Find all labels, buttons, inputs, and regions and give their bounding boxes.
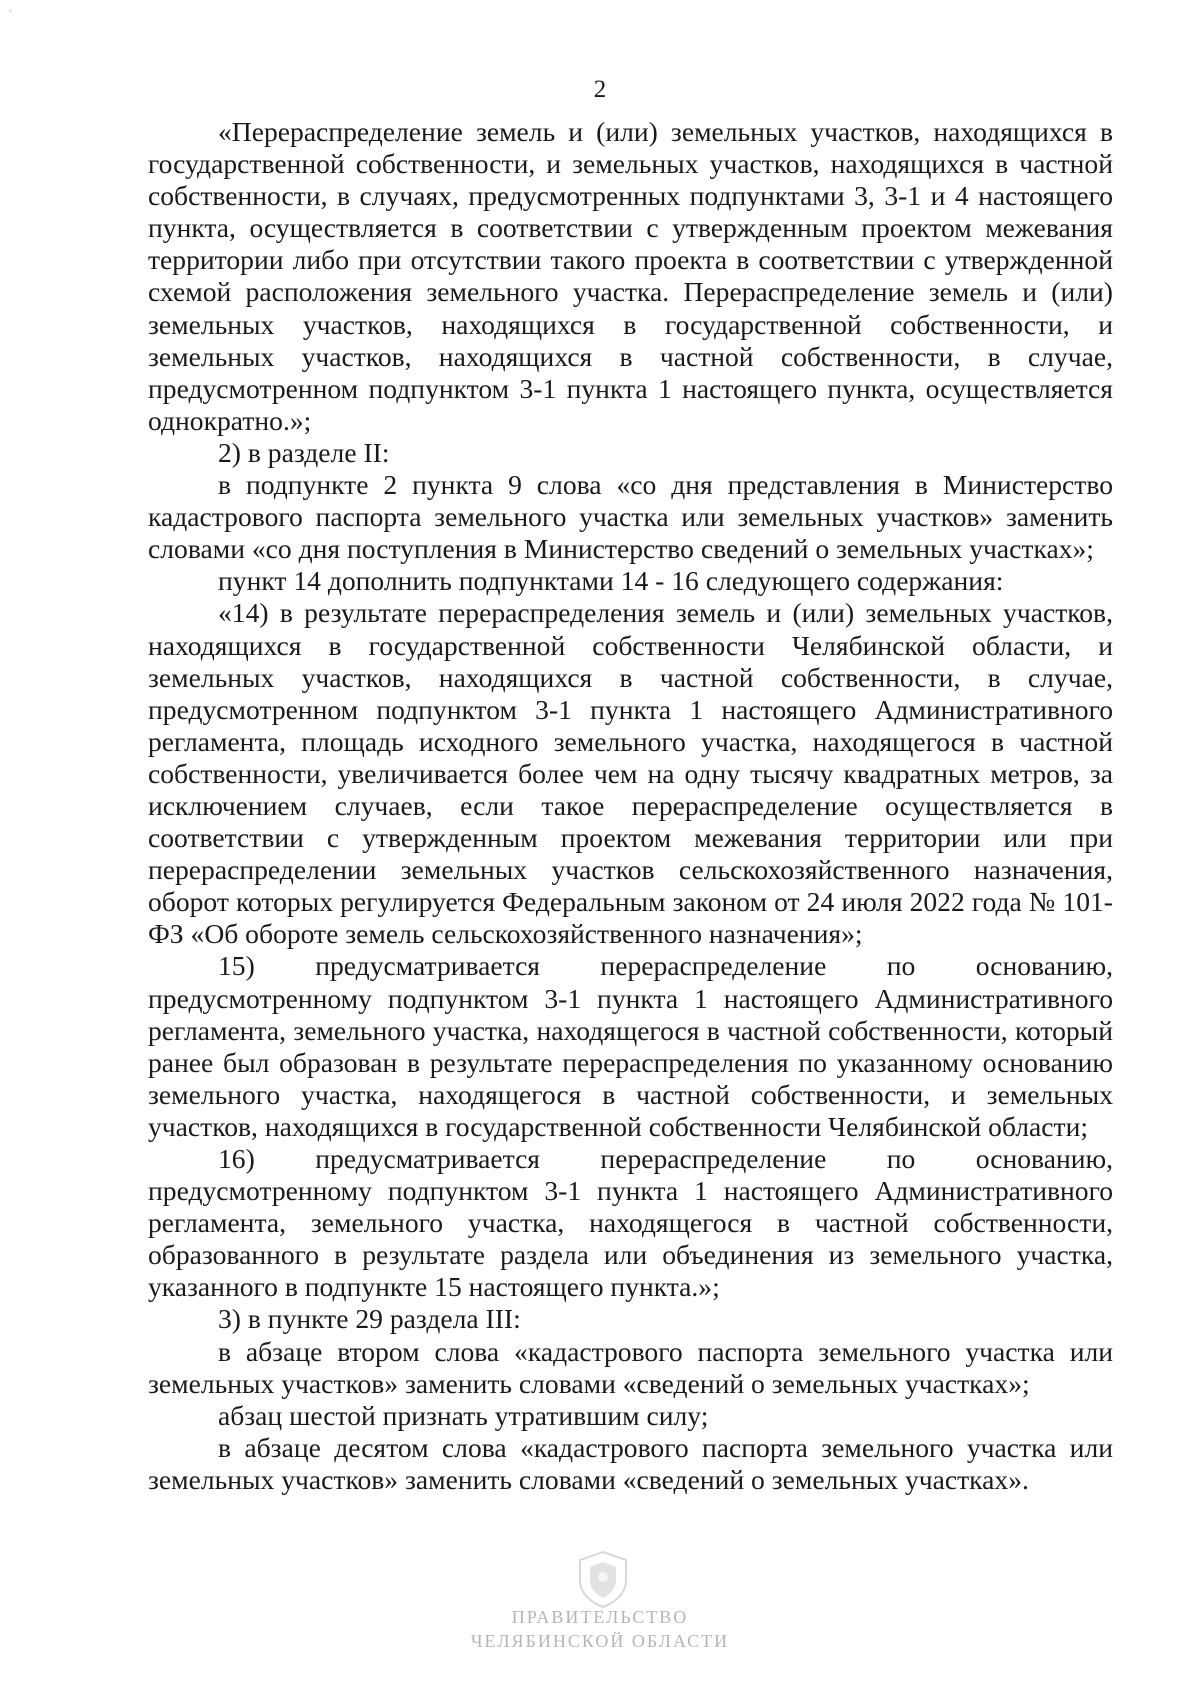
coat-of-arms-emblem-icon: [572, 1548, 634, 1610]
paragraph-subitem-14: «14) в результате перераспределения земель и (или) земельных участков, находящихся в государственной собственности Челябинской области, и земельных участков, находящихся в частной собственности, в случае, предусмотренном подпунктом 3-1 пункта 1 настоящего Административного регламента, площадь исходного земельного участка, находящегося в частной собственности, увеличивается более чем на одну тысячу квадратных метров, за исключением случаев, если такое перераспределение осуществляется в соответствии с утвержденным проектом межевания территории или при перераспределении земельных участков сельскохозяйственного назначения, оборот которых регулируется Федеральным законом от 24 июля 2022 года № 101-ФЗ «Об обороте земель сельскохозяйственного назначения»;: [148, 597, 1113, 950]
scan-artifact: ∘: [8, 6, 13, 17]
paragraph-section-3: 3) в пункте 29 раздела III:: [218, 1303, 521, 1335]
paragraph-sixth-abzac: абзац шестой признать утратившим силу;: [218, 1399, 709, 1431]
page-number: 2: [593, 76, 607, 103]
paragraph-section-2: 2) в разделе II:: [218, 436, 390, 468]
paragraph-subitem-15: 15) предусматривается перераспределение по основанию, предусмотренному подпунктом 3-1 пункта 1 настоящего Административного регламента, земельного участка, находящегося в частной собственности, который ранее был образован в результате перераспределения по указанному основанию земельного участка, находящегося в частной собственности, и земельных участков, находящихся в государственной собственности Челябинской области;: [148, 950, 1113, 1142]
government-watermark: [0, 1605, 1200, 1653]
watermark-line-2: ЧЕЛЯБИНСКОЙ ОБЛАСТИ: [470, 1631, 730, 1651]
paragraph-subitem-16: 16) предусматривается перераспределение по основанию, предусмотренному подпунктом 3-1 пункта 1 настоящего Административного регламента, земельного участка, находящегося в частной собственности, образованного в результате раздела или объединения из земельного участка, указанного в подпункте 15 настоящего пункта.»;: [148, 1143, 1113, 1303]
paragraph-second-abzac: в абзаце втором слова «кадастрового паспорта земельного участка или земельных участков» заменить словами «сведений о земельных участках»;: [148, 1335, 1113, 1399]
watermark-line-1: ПРАВИТЕЛЬСТВО: [511, 1607, 689, 1627]
paragraph-tenth-abzac: в абзаце десятом слова «кадастрового паспорта земельного участка или земельных участков» заменить словами «сведений о земельных участках».: [148, 1431, 1113, 1495]
document-body: [148, 116, 1113, 1496]
paragraph-item-9: в подпункте 2 пункта 9 слова «со дня представления в Министерство кадастрового паспорта земельного участка или земельных участков» заменить словами «со дня поступления в Министерство сведений о земельных участках»;: [148, 469, 1113, 565]
paragraph-amendment-quote: «Перераспределение земель и (или) земельных участков, находящихся в государственной собственности, и земельных участков, находящихся в частной собственности, в случаях, предусмотренных подпунктами 3, 3-1 и 4 настоящего пункта, осуществляется в соответствии с утвержденным проектом межевания территории либо при отсутствии такого проекта в соответствии с утвержденной схемой расположения земельного участка. Перераспределение земель и (или) земельных участков, находящихся в государственной собственности, и земельных участков, находящихся в частной собственности, в случае, предусмотренном подпунктом 3-1 пункта 1 настоящего пункта, осуществляется однократно.»;: [148, 116, 1113, 436]
paragraph-item-14: пункт 14 дополнить подпунктами 14 - 16 следующего содержания:: [218, 565, 1004, 597]
